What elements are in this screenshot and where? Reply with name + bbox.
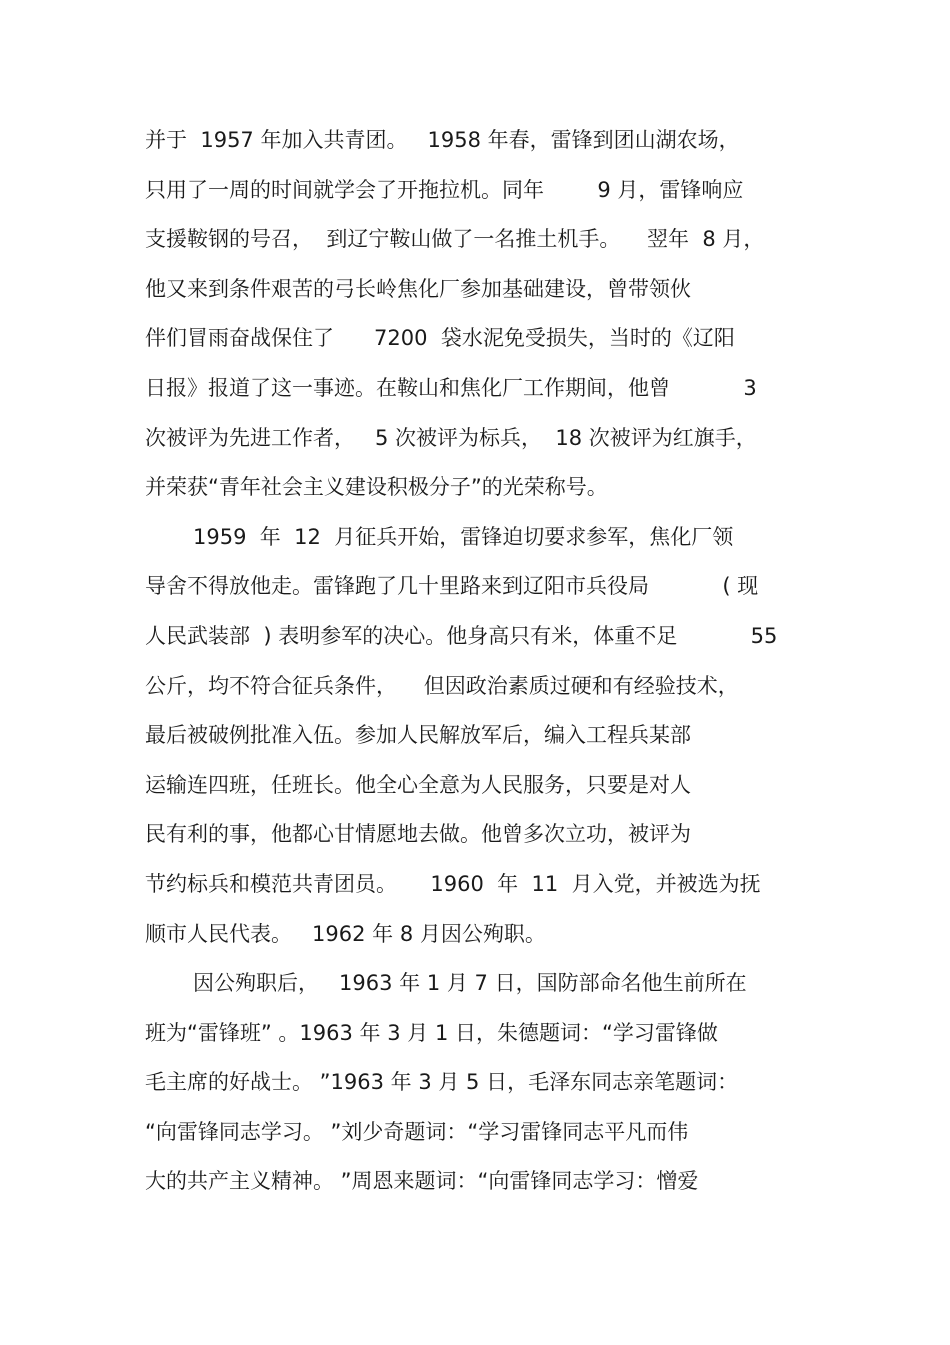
document-body bbox=[145, 120, 815, 1211]
text-line: 次被评为先进工作者， 5 次被评为标兵， 18 次被评为红旗手， bbox=[145, 425, 757, 450]
paragraph-first-line: 1959 年 12 月征兵开始，雷锋迫切要求参军，焦化厂领 bbox=[193, 524, 734, 549]
text-line: 大的共产主义精神。 ”周恩来题词：“向雷锋同志学习：憎爱 bbox=[145, 1169, 699, 1194]
text-line: 班为“雷锋班” 。1963 年 3 月 1 日，朱德题词：“学习雷锋做 bbox=[145, 1020, 718, 1045]
text-line: 并于 1957 年加入共青团。 1958 年春，雷锋到团山湖农场， bbox=[145, 128, 740, 152]
text-line: 公斤，均不符合征兵条件， 但因政治素质过硬和有经验技术， bbox=[145, 673, 739, 698]
text-line: 最后被破例批准入伍。参加人民解放军后，编入工程兵某部 bbox=[145, 723, 691, 748]
text-line: 民有利的事，他都心甘情愿地去做。他曾多次立功，被评为 bbox=[145, 822, 691, 847]
text-line: 毛主席的好战士。 ”1963 年 3 月 5 日，毛泽东同志亲笔题词： bbox=[145, 1070, 739, 1095]
text-line: 运输连四班，任班长。他全心全意为人民服务，只要是对人 bbox=[145, 772, 691, 797]
text-line: 伴们冒雨奋战保住了 7200 袋水泥免受损失，当时的《辽阳 bbox=[145, 326, 735, 351]
text-line: 人民武装部 ) 表明参军的决心。他身高只有米，体重不足 55 bbox=[145, 623, 778, 648]
text-line: 只用了一周的时间就学会了开拖拉机。同年 9 月，雷锋响应 bbox=[145, 177, 744, 202]
text-line: “向雷锋同志学习。 ”刘少奇题词：“学习雷锋同志平凡而伟 bbox=[145, 1119, 689, 1144]
text-line: 他又来到条件艰苦的弓长岭焦化厂参加基础建设，曾带领伙 bbox=[145, 276, 691, 301]
text-line: 并荣获“青年社会主义建设积极分子”的光荣称号。 bbox=[145, 475, 608, 500]
text-line: 节约标兵和模范共青团员。 1960 年 11 月入党，并被选为抚 bbox=[145, 871, 761, 896]
text-line: 顺市人民代表。 1962 年 8 月因公殉职。 bbox=[145, 921, 546, 946]
paragraph-first-line: 因公殉职后， 1963 年 1 月 7 日，国防部命名他生前所在 bbox=[193, 971, 747, 996]
text-line: 支援鞍钢的号召， 到辽宁鞍山做了一名推土机手。 翌年 8 月， bbox=[145, 227, 765, 252]
text-line: 导舍不得放他走。雷锋跑了几十里路来到辽阳市兵役局 ( 现 bbox=[145, 574, 759, 599]
text-line: 日报》报道了这一事迹。在鞍山和焦化厂工作期间，他曾 3 bbox=[145, 375, 757, 400]
